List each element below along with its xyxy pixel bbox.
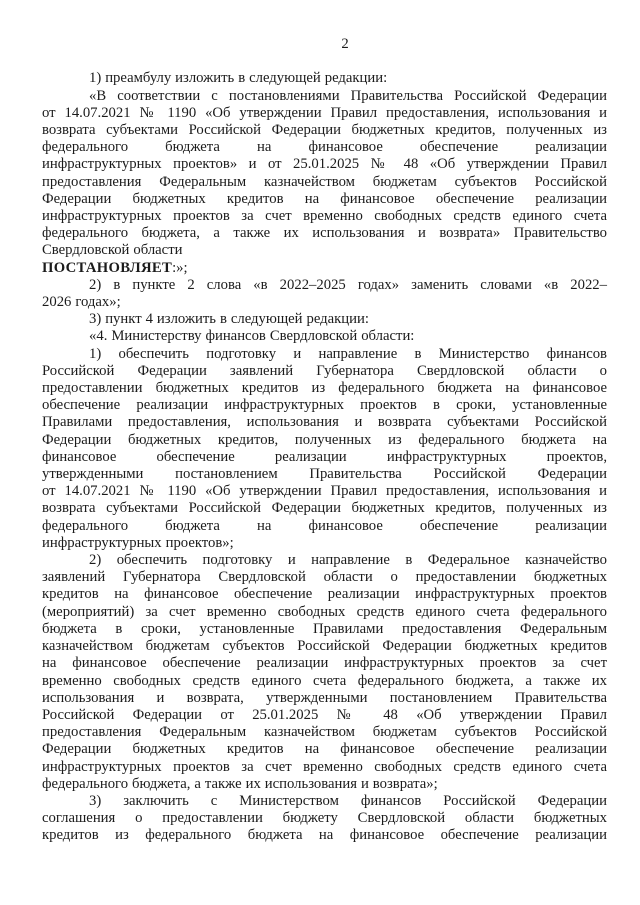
document-line: 3) заключить с Министерством финансов Российской Федерации: [89, 792, 607, 809]
document-line: Правилами предоставления, использования и возврата субъектами Российской: [42, 414, 607, 431]
document-line: 2) в пункте 2 слова «в 2022–2025 годах» заменить словами «в 2022–: [89, 276, 607, 293]
document-line: использования и возврата, утвержденными постановлением Правительства: [42, 689, 607, 706]
document-line: Федерации бюджетных кредитов, полученных из федерального бюджета на: [42, 431, 607, 448]
document-line: федерального бюджета, а также их использования и возврата» Правительство: [42, 225, 607, 242]
document-line: казначейством бюджетам субъектов Российской Федерации бюджетных кредитов: [42, 638, 607, 655]
page-number: 2: [341, 36, 349, 52]
document-line: инфраструктурных проектов» и от 25.01.2025 № 48 «Об утверждении Правил: [42, 156, 607, 173]
document-line: на финансовое обеспечение реализации инфраструктурных проектов за счет: [42, 655, 607, 672]
document-line: кредитов на финансовое обеспечение реализации инфраструктурных проектов: [42, 586, 607, 603]
document-line: Российской Федерации заявлений Губернатора Свердловской области о: [42, 362, 607, 379]
document-line: от 14.07.2021 № 1190 «Об утверждении Правил предоставления, использования и: [42, 483, 607, 500]
document-line: возврата субъектами Российской Федерации бюджетных кредитов, полученных из: [42, 122, 607, 138]
document-line: 1) преамбулу изложить в следующей редакции:: [89, 70, 388, 87]
document-line: временно свободных средств единого счета федерального бюджета, а также их: [42, 672, 607, 689]
document-line: инфраструктурных проектов»;: [42, 534, 234, 551]
document-line: 2) обеспечить подготовку и направление в Федеральное казначейство: [89, 552, 607, 569]
document-line: Российской Федерации от 25.01.2025 № 48 «Об утверждении Правил: [42, 706, 607, 723]
document-line: соглашения о предоставлении бюджету Свердловской области бюджетных: [42, 810, 607, 827]
document-line: федерального бюджета, а также их использования и возврата»;: [42, 775, 438, 792]
document-line: инфраструктурных проектов за счет временно свободных средств единого счета: [42, 208, 607, 225]
document-line: Федерации бюджетных кредитов на финансовое обеспечение реализации: [42, 741, 607, 758]
document-line: утвержденными постановлением Правительства Российской Федерации: [42, 466, 607, 483]
document-line: 2026 годах»;: [42, 294, 121, 311]
bold-keyword: ПОСТАНОВЛЯЕТ: [42, 259, 173, 276]
document-line: предоставления Федеральным казначейством бюджетам субъектов Российской: [42, 724, 607, 741]
document-line: Свердловской области: [42, 242, 183, 259]
document-line: 3) пункт 4 изложить в следующей редакции:: [89, 311, 369, 328]
document-body: [42, 70, 607, 844]
document-line: финансовое обеспечение реализации инфраструктурных проектов,: [42, 448, 607, 465]
document-line: обеспечение реализации инфраструктурных проектов в сроки, установленные: [42, 397, 607, 414]
document-line: возврата субъектами Российской Федерации бюджетных кредитов, полученных из: [42, 500, 607, 517]
document-line: Федерации бюджетных кредитов на финансовое обеспечение реализации: [42, 190, 607, 207]
document-line: от 14.07.2021 № 1190 «Об утверждении Правил предоставления, использования и: [42, 104, 607, 121]
document-line: «4. Министерству финансов Свердловской области:: [89, 328, 415, 345]
document-line: заявлений Губернатора Свердловской области о предоставлении бюджетных: [42, 569, 607, 586]
document-line: бюджета в сроки, установленные Правилами предоставления Федеральным: [42, 620, 607, 637]
document-line: предоставления Федеральным казначейством бюджетам субъектов Российской: [42, 173, 607, 190]
document-line: ПОСТАНОВЛЯЕТ:»;: [42, 259, 188, 276]
document-line: кредитов из федерального бюджета на финансовое обеспечение реализации: [42, 827, 607, 844]
document-line: инфраструктурных проектов за счет временно свободных средств единого счета: [42, 758, 607, 775]
document-line: федерального бюджета на финансовое обеспечение реализации: [42, 139, 607, 156]
document-line: 1) обеспечить подготовку и направление в Министерство финансов: [89, 345, 607, 362]
document-line: (мероприятий) за счет временно свободных средств единого счета федерального: [42, 603, 607, 620]
document-line: «В соответствии с постановлениями Правительства Российской Федерации: [89, 87, 607, 104]
document-line: предоставлении бюджетных кредитов из федерального бюджета на финансовое: [42, 380, 607, 397]
document-line: федерального бюджета на финансовое обеспечение реализации: [42, 517, 607, 534]
